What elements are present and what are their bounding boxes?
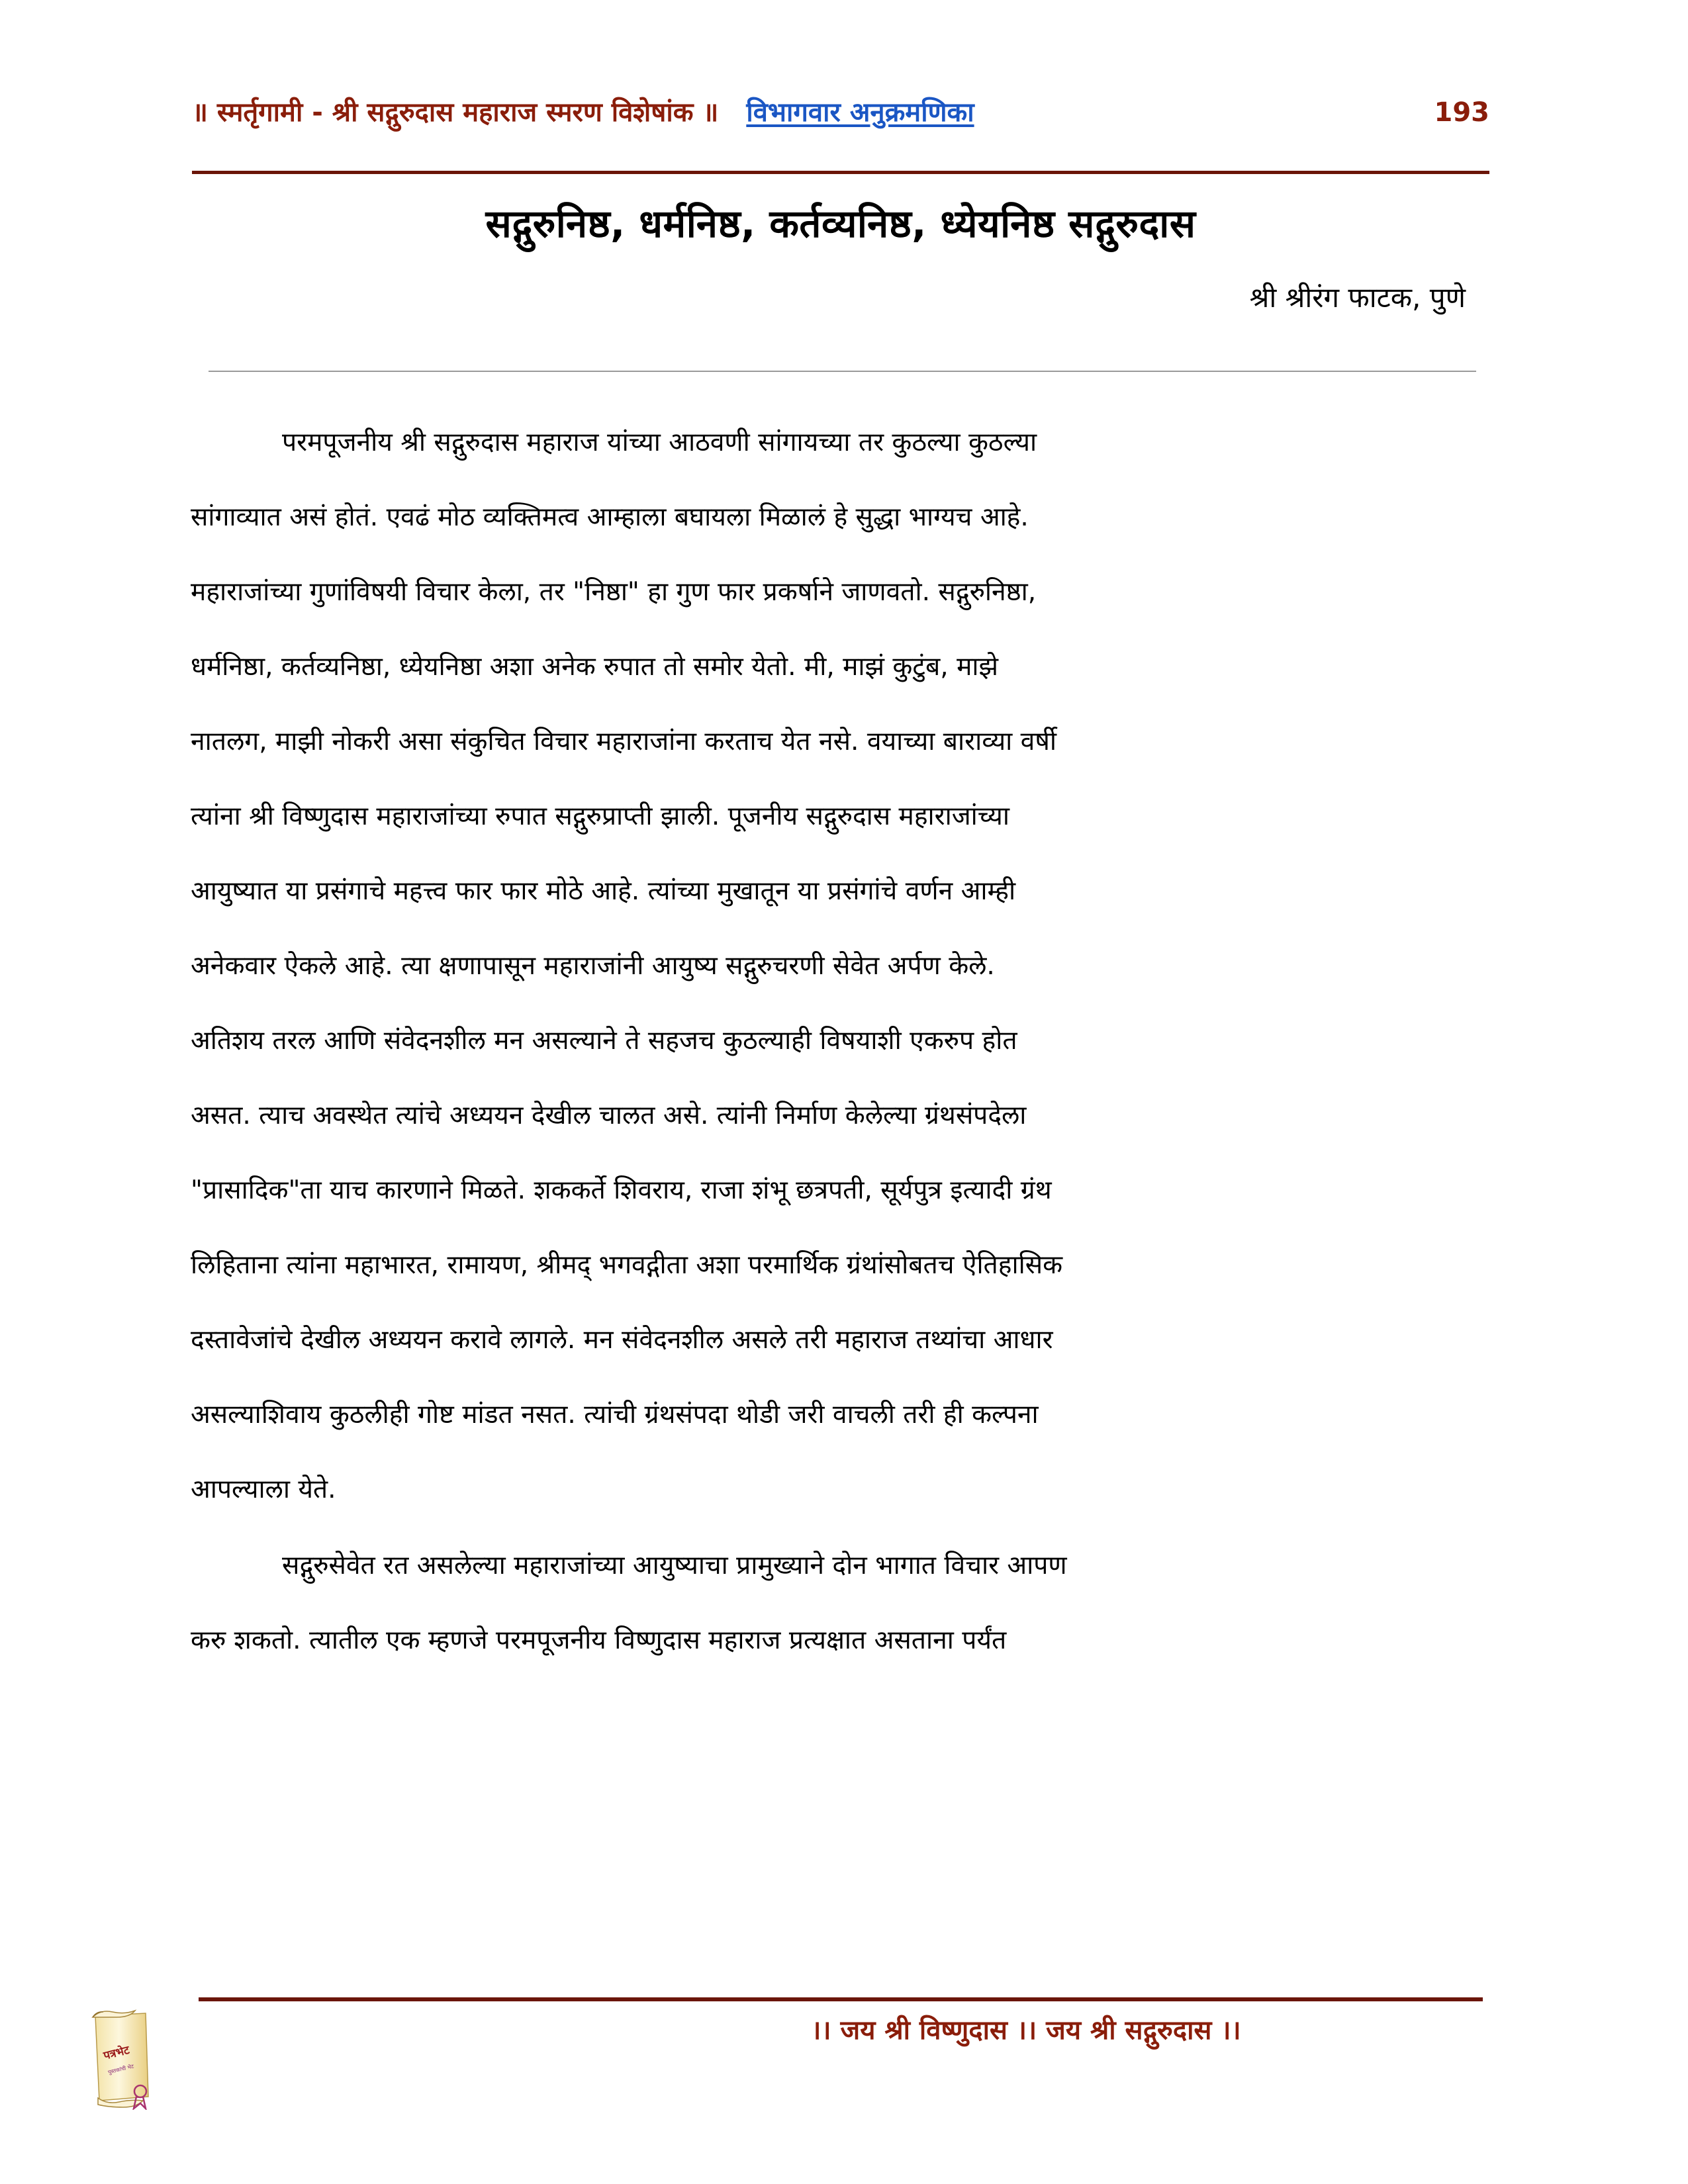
page-number: 193 [1434,97,1489,128]
body-line: करु शकतो. त्यातील एक म्हणजे परमपूजनीय विष्णुदास महाराज प्रत्यक्षात असताना पर्यंत [191,1625,1007,1655]
paragraph-2 [191,1528,1489,1678]
article-title: सद्गुरुनिष्ठ, धर्मनिष्ठ, कर्तव्यनिष्ठ, ध्येयनिष्ठ सद्गुरुदास [485,201,1196,246]
body-line: सद्गुरुसेवेत रत असलेल्या महाराजांच्या आयुष्याचा प्रामुख्याने दोन भागात विचार आपण [282,1551,1067,1580]
body-line: लिहिताना त्यांना महाभारत, रामायण, श्रीमद् भगवद्गीता अशा परमार्थिक ग्रंथांसोबतच ऐतिहासिक [191,1250,1063,1280]
article-body [191,405,1489,1678]
body-line: अतिशय तरल आणि संवेदनशील मन असल्याने ते सहजच कुठल्याही विषयाशी एकरुप होत [191,1026,1017,1056]
body-line: महाराजांच्या गुणांविषयी विचार केला, तर "निष्ठा" हा गुण फार प्रकर्षाने जाणवतो. सद्गुरुनिष्ठा, [191,577,1037,607]
body-line: दस्तावेजांचे देखील अध्ययन करावे लागले. मन संवेदनशील असले तरी महाराज तथ्यांचा आधार [191,1325,1053,1355]
svg-text:पत्रभेट: पत्रभेट [102,2043,131,2063]
body-line: असत. त्याच अवस्थेत त्यांचे अध्ययन देखील चालत असे. त्यांनी निर्माण केलेल्या ग्रंथसंपदेला [191,1101,1027,1130]
footer-salutation: ।। जय श्री विष्णुदास ।। जय श्री सद्गुरुदास ।। [811,2015,1241,2046]
patrabhet-scroll-logo [85,2004,164,2110]
publication-title: ॥ स्मर्तृगामी - श्री सद्गुरुदास महाराज स्मरण विशेषांक ॥ [192,97,719,128]
body-line: आयुष्यात या प्रसंगाचे महत्त्व फार फार मोठे आहे. त्यांच्या मुखातून या प्रसंगांचे वर्णन आम्ही [191,876,1016,906]
footer-divider [199,1997,1483,2001]
body-line: नातलग, माझी नोकरी असा संकुचित विचार महाराजांना करताच येत नसे. वयाच्या बाराव्या वर्षी [191,727,1056,756]
body-line: आपल्याला येते. [191,1475,336,1504]
body-line: असल्याशिवाय कुठलीही गोष्ट मांडत नसत. त्यांची ग्रंथसंपदा थोडी जरी वाचली तरी ही कल्पना [191,1400,1039,1430]
scroll-icon [85,2004,164,2110]
page-header [192,93,1489,129]
header-divider [192,171,1489,174]
title-divider [209,371,1476,372]
page-footer [199,2011,1483,2047]
paragraph-1 [191,405,1489,1527]
svg-text:पुस्तकांची भेट: पुस्तकांची भेट [107,2063,135,2075]
body-line: "प्रासादिक"ता याच कारणाने मिळते. शककर्ते शिवराय, राजा शंभू छत्रपती, सूर्यपुत्र इत्यादी ग्रंथ [191,1175,1052,1205]
body-line: परमपूजनीय श्री सद्गुरुदास महाराज यांच्या आठवणी सांगायच्या तर कुठल्या कुठल्या [282,428,1037,457]
article-byline [192,278,1489,316]
body-line: धर्मनिष्ठा, कर्तव्यनिष्ठा, ध्येयनिष्ठा अशा अनेक रुपात तो समोर येतो. मी, माझं कुटुंब, माझे [191,652,998,682]
body-line: त्यांना श्री विष्णुदास महाराजांच्या रुपात सद्गुरुप्राप्ती झाली. पूजनीय सद्गुरुदास महाराजांच्या [191,801,1009,831]
index-link[interactable]: विभागवार अनुक्रमणिका [746,97,974,128]
body-line: अनेकवार ऐकले आहे. त्या क्षणापासून महाराजांनी आयुष्य सद्गुरुचरणी सेवेत अर्पण केले. [191,951,995,981]
body-line: सांगाव्यात असं होतं. एवढं मोठ व्यक्तिमत्व आम्हाला बघायला मिळालं हे सुद्धा भाग्यच आहे. [191,502,1029,532]
byline-author: श्री श्रीरंग फाटक, पुणे [1249,281,1466,314]
